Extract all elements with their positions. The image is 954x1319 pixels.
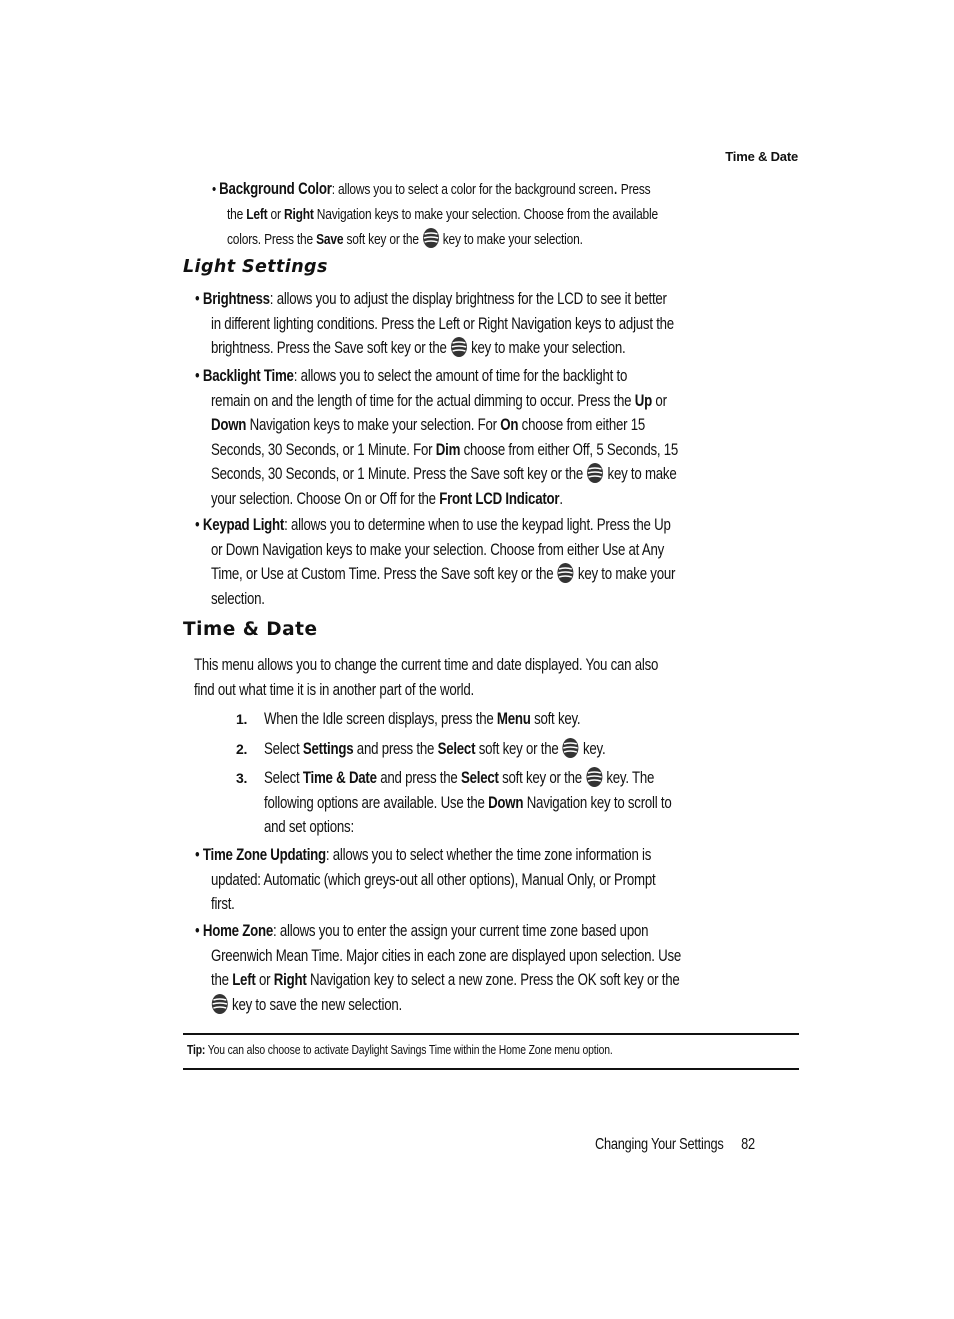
- att-globe-key-icon: [557, 562, 575, 584]
- step-1: [236, 707, 659, 732]
- step-2-text: Select Settings and press the Select soft key or the key.: [264, 739, 606, 758]
- bg-color-line-1: • Background Color: allows you to select a color for the background screen. Press: [212, 177, 651, 199]
- intro-line-1: This menu allows you to change the current time and date displayed. You can also: [194, 655, 659, 674]
- tip-top-rule: [183, 1033, 799, 1035]
- footer-text: [595, 1136, 755, 1154]
- bg-color-line-2: the Left or Right Navigation keys to make your selection. Choose from the available: [227, 205, 658, 223]
- running-head: Time & Date: [725, 149, 798, 164]
- keypad-line-1: • Keypad Light: allows you to determine when to use the keypad light. Press the Up: [195, 515, 671, 534]
- backlight-line-6: your selection. Choose On or Off for the Front LCD Indicator.: [211, 488, 563, 508]
- step-number: 2.: [236, 741, 248, 757]
- step-3-line-1: Select Time & Date and press the Select soft key or the key. The: [264, 768, 655, 787]
- backlight-line-2: remain on and the length of time for the actual dimming to occur. Press the Up or: [211, 390, 667, 410]
- step-2: [236, 737, 691, 762]
- brightness-line-1: • Brightness: allows you to adjust the display brightness for the LCD to see it better: [195, 289, 667, 308]
- keypad-line-4: selection.: [211, 588, 265, 608]
- home-line-3: the Left or Right Navigation key to select a new zone. Press the OK soft key or the: [211, 970, 680, 990]
- section-heading-light-settings: Light Settings: [183, 257, 328, 277]
- step-number: 3.: [236, 770, 248, 786]
- brightness-line-3: brightness. Press the Save soft key or the key to make your selection.: [211, 338, 626, 358]
- att-globe-key-icon: [422, 227, 440, 249]
- page-number: 82: [741, 1136, 755, 1153]
- keypad-line-3: Time, or Use at Custom Time. Press the Save soft key or the key to make your: [211, 564, 676, 584]
- backlight-line-1: • Backlight Time: allows you to select the amount of time for the backlight to: [195, 366, 628, 385]
- backlight-line-3: Down Navigation keys to make your selection. For On choose from either 15: [211, 415, 646, 435]
- home-line-2: Greenwich Mean Time. Major cities in each zone are displayed upon selection. Use: [211, 945, 682, 965]
- tip-bottom-rule: [183, 1068, 799, 1070]
- att-globe-key-icon: [211, 993, 229, 1015]
- backlight-time-bullet: [195, 364, 795, 512]
- brightness-line-2: in different lighting conditions. Press the Left or Right Navigation keys to adjust the: [211, 313, 674, 333]
- section-heading-time-date: Time & Date: [183, 619, 318, 640]
- att-globe-key-icon: [562, 737, 580, 759]
- step-3: [236, 766, 773, 840]
- step-1-text: When the Idle screen displays, press the Menu soft key.: [264, 709, 581, 728]
- step-number: 1.: [236, 711, 248, 727]
- tz-line-2: updated: Automatic (which greys-out all other options), Manual Only, or Prompt: [211, 869, 656, 889]
- footer-section-title: Changing Your Settings: [595, 1136, 724, 1153]
- intro-line-2: find out what time it is in another part of the world.: [194, 679, 474, 699]
- home-zone-bullet: [195, 919, 799, 1017]
- att-globe-key-icon: [585, 766, 603, 788]
- bg-color-bullet: [212, 176, 766, 253]
- page-footer: [595, 1136, 795, 1154]
- step-3-line-2: following options are available. Use the Down Navigation key to scroll to: [264, 792, 672, 812]
- att-globe-key-icon: [587, 462, 605, 484]
- home-line-4: key to save the new selection.: [211, 993, 402, 1018]
- tip-text: Tip: You can also choose to activate Daylight Savings Time within the Home Zone menu option.: [187, 1042, 613, 1057]
- time-zone-updating-bullet: [195, 843, 767, 917]
- time-date-intro: [194, 653, 774, 702]
- keypad-light-bullet: [195, 513, 791, 611]
- step-3-line-3: and set options:: [264, 817, 354, 837]
- backlight-line-4: Seconds, 30 Seconds, or 1 Minute. For Dim choose from either Off, 5 Seconds, 15: [211, 439, 679, 459]
- tz-line-1: • Time Zone Updating: allows you to select whether the time zone information is: [195, 845, 652, 864]
- keypad-line-2: or Down Navigation keys to make your selection. Choose from either Use at Any: [211, 539, 665, 559]
- backlight-line-5: Seconds, 30 Seconds, or 1 Minute. Press the Save soft key or the key to make: [211, 464, 677, 484]
- brightness-bullet: [195, 287, 790, 361]
- att-globe-key-icon: [450, 336, 468, 358]
- home-line-1: • Home Zone: allows you to enter the assign your current time zone based upon: [195, 921, 649, 940]
- tz-line-3: first.: [211, 894, 235, 914]
- bg-color-line-3: colors. Press the Save soft key or the key to make your selection.: [227, 227, 583, 253]
- tip-note: [187, 1042, 719, 1057]
